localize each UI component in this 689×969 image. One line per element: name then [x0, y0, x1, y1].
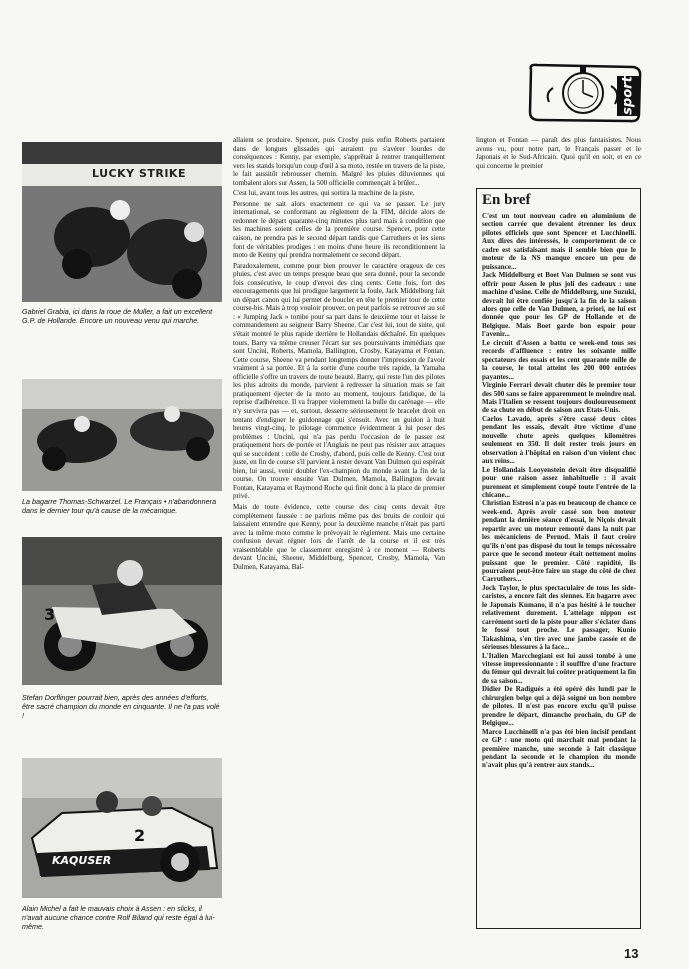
brief-item: Didier De Radiguès a été opéré dès lundi par le chirurgien belge qui a déjà soigné un bon nombre de pilotes. Il n'est pas encore exclu qu'il puisse prendre le départ, dimanche prochain, du GP de Belgique... — [482, 685, 636, 728]
bike-number: 3 — [44, 605, 56, 624]
en-bref-box — [476, 188, 641, 929]
caption-alain-michel: Alain Michel a fait le mauvais choix à Assen : en slicks, il n'avait aucune chance contre Rolf Biland qui reste égal à lui-même. — [22, 904, 215, 931]
sport-logo — [525, 62, 643, 124]
caption-thomas-schwarzel: La bagarre Thomas-Schwarzel. Le Français • n'abandonnera dans le dernier tour qu'à cause de la mécanique. — [22, 497, 217, 515]
article-column-middle — [233, 136, 445, 936]
banner-text: LUCKY STRIKE — [92, 167, 186, 180]
article-paragraph: C'est lui, avant tous les autres, qui sortira la machine de la piste. — [233, 189, 415, 198]
article-paragraph: Personne ne sait alors exactement ce qui va se passer. Le jury international, se conformant au règlement de la FIM, décide alors de redonner le départ quarante-cinq minutes plus tard mais à condition que les machines soient celles de la première course. Spencer, pour cette raison, ne prendra pas le second départ tandis que Carruthers et les siens font de véritables prodiges : en moins d'une heure ils reconditionnent la moto de Kenny qui prendra normalement ce second départ. — [233, 199, 445, 260]
brief-item: C'est un tout nouveau cadre en aluminium de section carrée que devaient étrenner les deux pilotes officiels que sont Spencer et Lucchinelli. Aux dires des intéressés, le comportement de ce cadre est satisfaisant mais il semble bien que le moteur de la NS manque encore un peu de puissance... — [482, 212, 636, 271]
caption-dorflinger: Stefan Dorflinger pourrait bien, après des années d'efforts, être sacré champion du monde en cinquante. Il ne l'a pas volé ! — [22, 693, 220, 720]
page-number: 13 — [624, 946, 639, 961]
sport-label-block — [617, 76, 639, 116]
photo-alain-michel — [22, 758, 222, 898]
brief-item: Jack Middelburg et Boet Van Dulmen se sont vus offrir pour Assen le plus joli des cadeaux : une machine d'usine. Celle de Middelburg, une Suzuki, devrait lui être confiée jusqu'à la fin de la saison alors que celle de Van Dulmen, a priori, ne lui est donnée que pour les GP de Hollande et de Belgique. Mais Boet garde bon espoir pour l'avenir... — [482, 271, 636, 339]
en-bref-title: En bref — [482, 192, 531, 208]
brief-item: Le Hollandais Looyenstein devait être disqualifié pour une raison assez inhabituelle : il avait purement et simplement coupé toute l'entrée de la chicane... — [482, 465, 636, 499]
article-paragraph: allaient se produire. Spencer, puis Crosby puis enfin Roberts partaient dans de longues glissades qui auraient pu s'avérer lourdes de conséquences : Kenny, par exemple, s'apprêtait à rentrer tranquillement vers les stands lorsqu'un coup d'œil à sa moto, restée en travers de la piste, le fait aussitôt rebrousser chemin. Malgré les pluies diluviennes qui tombaient alors sur Assen, la 500 officielle commençait à brûler... — [233, 136, 445, 187]
sidecar-number: 2 — [134, 826, 146, 845]
photo-grabia-muller — [22, 142, 222, 302]
brief-item: L'Italien Marcchegiani est lui aussi tombé à une vitesse impressionnante : il soufffre d'une fracture du fémur qui devrait lui coûter pratiquement la fin de sa saison... — [482, 651, 636, 685]
sport-label: sport — [620, 76, 636, 115]
article-paragraph: Mais de toute évidence, cette course des cinq cents devait être complètement faussée : ne parlons même pas des bruits de couloir qui laissaient entendre que Kenny, pour la deuxième manche n'était pas parti avec la même moto comme le prévoyait le règlement. Mais une certaine confusion devait régner lors de l'arrêt de la course et il est très vraisemblable que le classement enregistré à ce moment — Roberts devant Uncini, Sheene, Middelburg, Spencer, Crosby, Mamola, Van Dulmen, Katayama, Bal- — [233, 502, 445, 571]
en-bref-list — [482, 212, 636, 770]
article-paragraph: lington et Fontan — paraît des plus fantaisistes. Nous avons vu, pour notre part, le Français passer et le Japonais et le Sud-Africain. Quoi qu'il en soit, et en ce qui concerne le premier — [476, 136, 641, 170]
article-column-right — [476, 136, 641, 184]
brief-item: Carlos Lavado, après s'être cassé deux côtes pendant les essais, devait être victime d'une nouvelle chute après quelques kilomètres seulement en 350. Il doit rester trois jours en observation à l'hôpital en raison d'un violent choc aux reins... — [482, 414, 636, 466]
brief-item: Marco Lucchinelli n'a pas été bien incisif pendant ce GP : une moto qui marchait mal pendant la première manche, une seconde à fait classique pendant la seconde et le champion du monde n'avait plus qu'à rentrer aux stands... — [482, 727, 636, 770]
sidecar-sponsor: KAQUSER — [52, 854, 112, 867]
brief-item: Virginio Ferrari devait chuter dès le premier tour des 500 sans se faire apparemment le moindre mal. Mais l'Italien se ressent toujours douloureusement de sa chute en début de saison aux Etats-Unis. — [482, 381, 636, 415]
caption-grabia: Gabriel Grabia, ici dans la roue de Muller, a fait un excellent G.P. de Hollande. Encore un nouveau venu qui marche. — [22, 307, 213, 325]
brief-item: Jock Taylor, le plus spectaculaire de tous les side-caristes, a encore fait des siennes. En bagarre avec le Japonais Kumano, il n'a pas hésité à le toucher relativement durement. L'attelage nippon est carrément sorti de la piste pour aller s'éclater dans le fossé tout proche. Le passager, Kunio Takashima, s'en tire avec une jambe cassée et de sérieuses blessures à la face... — [482, 583, 636, 652]
photo-dorflinger — [22, 537, 222, 685]
brief-item: Le circuit d'Assen a battu ce week-end tous ses records d'affluence : entre les soixante mille spectateurs des essais et les cent quarante mille de la course, le total atteint les 200 000 entrées payantes... — [482, 338, 636, 381]
photo-thomas-schwarzel — [22, 379, 222, 491]
brief-item: Christian Estrosi n'a pas eu beaucoup de chance ce week-end. Après avoir cassé son bon moteur pendant la denière séance d'essai, le Niçois devait repartir avec un moteur remonté dans la nuit par les mécaniciens de Pernod. Mais il faut croire qu'ils n'ont pas disposé du tout le temps nécessaire parce que le second moteur était nettement moins puissant que le premier. Côté rapidité, ils pourraient peut-être faire un stage du côté de chez Carruthers... — [482, 499, 636, 584]
article-paragraph: Paradoxalement, comme pour bien prouver le caractère orageux de ces pluies, c'est avec un temps presque beau que sera donné, pour la seconde fois consécutive, le coup d'envoi des cinq cents. Cette fois, fort des encouragements que lui prodigue largement la foule, Jack Middelburg fait un départ canon qui lui permet de boucler en tête le premier tour de cette course-bis. Mais à trop vouloir prouver, on peut parfois se retrouver au sol : « Jumping Jack » tombe pour sa part dans le deuxième tour et laisse le commandement au seigneur Barry Sheene. Car c'est lui, tout de suite, qui s'était montré le plus rapide derrière le Hollandais déchaîné. En quelques tours, Barry va même creuser l'écart sur ses poursuivants immédiats que sont Uncini, Roberts, Mamola, Ballington, Crosby, Katayama et Fontan. Cette course, Sheene va pendant longtemps donner l'impression de l'avoir vraiment à sa portée. Et à la sortie d'une courbe très rapide, la Yamaha officielle s'offre un travers de toute beauté. Barry, qui reste l'un des pilotes les plus adroits du monde, parvient à redresser la situation mais se fait pratiquement éjecter de la moto au moment, toujours fatidique, de la reprise d'adhérence. Il va frapper violemment la bulle du carénage — elle n'y survivra pas — et, surtout, desserre sérieusement le bracelet droit en tentant d'endiguer le guidonnage qui s'ensuit. Avec un guidon à huit heures vingt-cinq, le pilotage commence évidemment à lui poser des problèmes : Uncini, qui n'a pas perdu l'occasion de le passer est pratiquement hors de portée et l'Anglais ne peut pas résister aux attaques qui se succèdent : celle de Crosby, d'abord, puis celle de Kenny. C'est tout juste, en fin de course s'il parvient à rester devant Van Dulmen qui espérait bien, lui aussi, venir doubler l'ex-champion du monde avant la fin de la course. On trouve ensuite Van Dulmen, Mamola, Ballington devant Fontan, Katayama et Raymond Roche qui finit donc à la place de premier privé. — [233, 261, 445, 501]
